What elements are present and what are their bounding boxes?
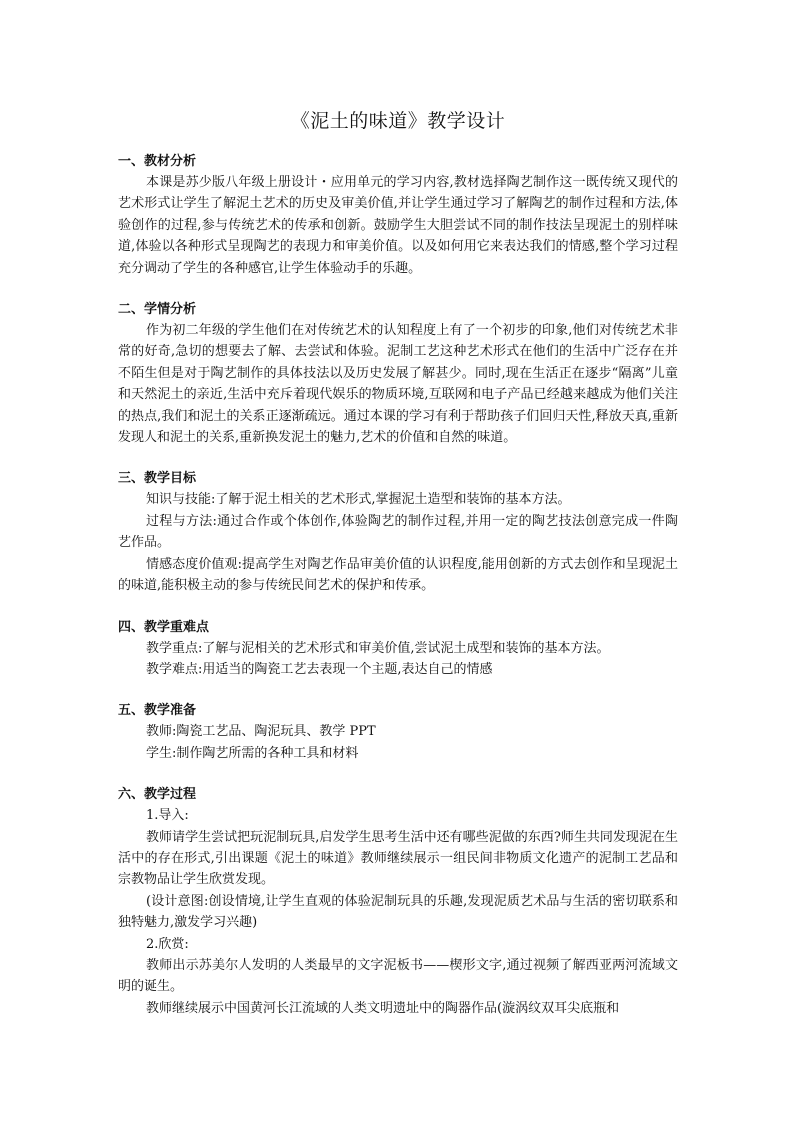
paragraph: 学生:制作陶艺所需的各种工具和材料 [146, 745, 359, 761]
paragraph: 过程与方法:通过合作或个体创作,体验陶艺的制作过程,并用一定的陶艺技法创意完成一件陶艺作品。 [118, 513, 678, 551]
section-heading: 四、教学重难点 [118, 619, 210, 635]
section-heading: 六、教学过程 [118, 787, 197, 803]
section-heading: 二、学情分析 [118, 302, 197, 318]
section-material-analysis [118, 151, 678, 279]
paragraph: 教师请学生尝试把玩泥制玩具,启发学生思考生活中还有哪些泥做的东西?师生共同发现泥在生活中的存在形式,引出课题《泥土的味道》教师继续展示一组民间非物质文化遗产的泥制工艺品和宗教物品让学生欣赏发现。 [118, 829, 678, 888]
step-label: 1.导入: [146, 808, 189, 824]
paragraph: 教师出示苏美尔人发明的人类最早的文字泥板书——楔形文字,通过视频了解西亚两河流域文明的诞生。 [118, 957, 678, 995]
paragraph: 作为初二年级的学生他们在对传统艺术的认知程度上有了一个初步的印象,他们对传统艺术非常的好奇,急切的想要去了解、去尝试和体验。泥制工艺这种艺术形式在他们的生活中广泛存在并不陌生但是对于陶艺制作的具体技法以及历史发展了解甚少。同时,现在生活正在逐步“隔离”儿童和天然泥土的亲近,生活中充斥着现代娱乐的物质环境,互联网和电子产品已经越来越成为他们关注的热点,我们和泥土的关系正逐渐疏远。通过本课的学习有利于帮助孩子们回归天性,释放天真,重新发现人和泥土的关系,重新换发泥土的魅力,艺术的价值和自然的味道。 [118, 323, 678, 446]
paragraph: 情感态度价值观:提高学生对陶艺作品审美价值的认识程度,能用创新的方式去创作和呈现泥土的味道,能积极主动的参与传统民间艺术的保护和传承。 [118, 556, 678, 594]
section-heading: 五、教学准备 [118, 703, 197, 719]
page-title: 《泥土的味道》教学设计 [290, 110, 506, 132]
paragraph: 教师:陶瓷工艺品、陶泥玩具、教学 PPT [146, 724, 376, 740]
section-teaching-process [118, 784, 678, 1019]
paragraph: 教师继续展示中国黄河长江流域的人类文明遗址中的陶器作品(漩涡纹双耳尖底瓶和 [146, 1000, 620, 1016]
section-key-difficult-points [118, 617, 678, 681]
section-student-analysis [118, 299, 678, 448]
section-teaching-objectives [118, 468, 678, 596]
section-heading: 三、教学目标 [118, 471, 197, 487]
section-heading: 一、教材分析 [118, 154, 197, 169]
document-page [118, 100, 678, 1019]
section-teaching-preparation [118, 700, 678, 764]
paragraph: 本课是苏少版八年级上册设计・应用单元的学习内容,教材选择陶艺制作这一既传统又现代的艺术形式让学生了解泥土艺术的历史及审美价值,并让学生通过学习了解陶艺的制作过程和方法,体验创作的过程,参与传统艺术的传承和创新。鼓励学生大胆尝试不同的制作技法呈现泥土的别样味道,体验以各种形式呈现陶艺的表现力和审美价值。以及如何用它来表达我们的情感,整个学习过程充分调动了学生的各种感官,让学生体验动手的乐趣。 [118, 175, 678, 276]
paragraph: 教学重点:了解与泥相关的艺术形式和审美价值,尝试泥土成型和装饰的基本方法。 [146, 640, 610, 656]
paragraph: 教学难点:用适当的陶瓷工艺去表现一个主题,表达自己的情感 [146, 661, 493, 677]
step-label: 2.欣赏: [146, 936, 189, 952]
paragraph: 知识与技能:了解于泥土相关的艺术形式,掌握泥土造型和装饰的基本方法。 [146, 492, 571, 508]
paragraph: (设计意图:创设情境,让学生直观的体验泥制玩具的乐趣,发现泥质艺术品与生活的密切联系和独特魅力,激发学习兴趣) [118, 893, 678, 931]
